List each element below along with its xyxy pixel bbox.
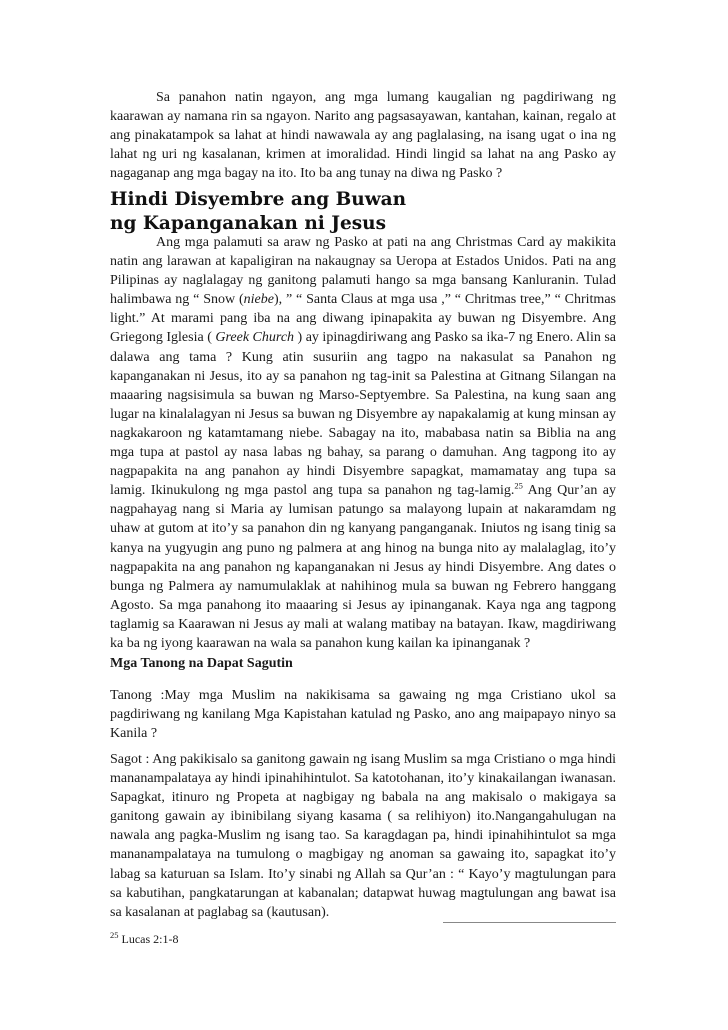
answer-text: Sagot : Ang pakikisalo sa ganitong gawain ng isang Muslim sa mga Cristiano o mga hindi mananampalataya ay hindi ipinahihintulot. Sa katotohanan, ito’y kinakailangan iwanasan. Sapagkat, itinuro ng Propeta at nagbigay ng babala na ang makisalo o makigaya sa ganitong gawain ay ibinibilang siyang kasama ( sa relihiyon) ito.Nangangahulugan na nawala ang pagka-Muslim ng isang tao. Sa karagdagan pa, hindi ipinahihintulot sa mga mananampalataya na tumulong o magbigay ng anoman sa gawaing ito, sapagkat ito’y labag sa katuruan sa Islam. Ito’y sinabi ng Allah sa Qur’an : “ Kayo’y magtulungan para sa kabutihan, pangkatarungan at kabanalan; datapwat huwag magtulungan ang bawat isa sa kasalanan at paglabag sa (kautusan). bbox=[110, 752, 616, 920]
intro-paragraph-text: Sa panahon natin ngayon, ang mga lumang kaugalian ng pagdiriwang ng kaarawan ay namana rin sa ngayon. Narito ang pagsasayawan, kantahan, kainan, regalo at ang pinakatampok sa lahat at hindi nawawala ay ang paglalasing, na isang ugat o ina ng lahat ng uri ng kasalanan, krimen at imoralidad. Hindi lingid sa lahat na ang Pasko ay nagaganap ang mga bagay na ito. Ito ba ang tunay na diwa ng Pasko ? bbox=[110, 90, 616, 182]
answer-paragraph bbox=[110, 750, 616, 922]
section-text-part-1: Ang mga palamuti sa araw ng Pasko at pati na ang Christmas Card ay makikita natin ang larawan at kapaligiran na nakaugnay sa Ueropa at Estados Unidos. Pati na ang Pilipinas ay naglalagay ng ganitong palamuti hango sa mga bansang Kanluranin. Tulad halimbawa ng “ Snow ( bbox=[110, 235, 616, 308]
footnote-separator bbox=[443, 922, 616, 923]
italic-niebe: niebe bbox=[243, 292, 274, 308]
section-heading-line-1: Hindi Disyembre ang Buwan bbox=[110, 189, 407, 210]
footnote-reference[interactable]: 25 bbox=[514, 480, 523, 491]
section-text-part-3: ) ay ipinagdiriwang ang Pasko sa ika-7 ng Enero. Alin sa dalawa ang tama ? Kung atin susuriin ang tagpo na nakasulat sa Panahon ng kapanganakan ni Jesus, ito ay sa panahon ng tag-init sa Palestina at Gitnang Silangan na maaaring nagsisimula sa buwan ng Marso-Septyembre. Sa Palestina, na kung saan ang lugar na kinalalagyan ni Jesus sa buwan ng Disyembre ay napakalamig at kung minsan ay nagkakaroon ng katamtamang niebe. Sabagay na ito, mababasa natin sa Biblia na ang mga tupa at pastol ay nasa labas ng bahay, sa parang o damuhan. Ang tagpong ito ay nagpapakita na ang panahon ay hindi Disyembre sapagkat, mamamatay ang tupa sa lamig. Ikinukulong ng mga pastol ang tupa sa panahon ng tag-lamig. bbox=[110, 330, 617, 499]
section-heading bbox=[110, 188, 616, 236]
question-text: Tanong :May mga Muslim na nakikisama sa gawaing ng mga Cristiano ukol sa pagdiriwang ng kanilang Mga Kapistahan katulad ng Pasko, ano ang maipapayo ninyo sa Kanila ? bbox=[110, 688, 616, 742]
section-paragraph-text bbox=[110, 233, 616, 653]
section-text-part-4: Ang Qur’an ay nagpahayag nang si Maria ay lumisan patungo sa malayong lupain at nakaramdam ng uhaw at gutom at ito’y sa panahon din ng kanyang panganganak. Iniutos ng isang tinig sa kanya na yugyugin ang puno ng palmera at ang hinog na bunga nito ay malalaglag, ito’y nagpapakita na ang panahon ng kapanganakan ni Jesus ay hindi Disyembre. Ang dates o bunga ng Palmera ay namumulaklak at nahihinog mula sa buwan ng Febrero hanggang Agosto. Sa mga panahong ito maaaring si Jesus ay ipinanganak. Kaya nga ang tagpong taglamig sa Kaarawan ni Jesus ay mali at walang matibay na batayan. Ikaw, magdiriwang ka ba ng iyong kaarawan na wala sa panahon kung kailan ka ipinanganak ? bbox=[110, 483, 616, 651]
question-paragraph bbox=[110, 686, 616, 743]
intro-paragraph bbox=[110, 88, 616, 183]
italic-greek-church: Greek Church bbox=[215, 330, 295, 346]
footnote-number: 25 bbox=[110, 930, 119, 940]
footnote bbox=[110, 930, 178, 949]
section-heading-line-2: ng Kapanganakan ni Jesus bbox=[110, 213, 387, 234]
subheading: Mga Tanong na Dapat Sagutin bbox=[110, 656, 293, 671]
section-paragraph bbox=[110, 233, 616, 653]
footnote-text: Lucas 2:1-8 bbox=[118, 932, 179, 946]
section-text-part-2: ), ” “ Santa Claus at mga usa ,” “ Chritmas tree,” “ Chritmas light.” At marami pang iba na ang diwang ipinapakita ay buwan ng Disyembre. Ang Griegong Iglesia ( bbox=[110, 292, 616, 346]
